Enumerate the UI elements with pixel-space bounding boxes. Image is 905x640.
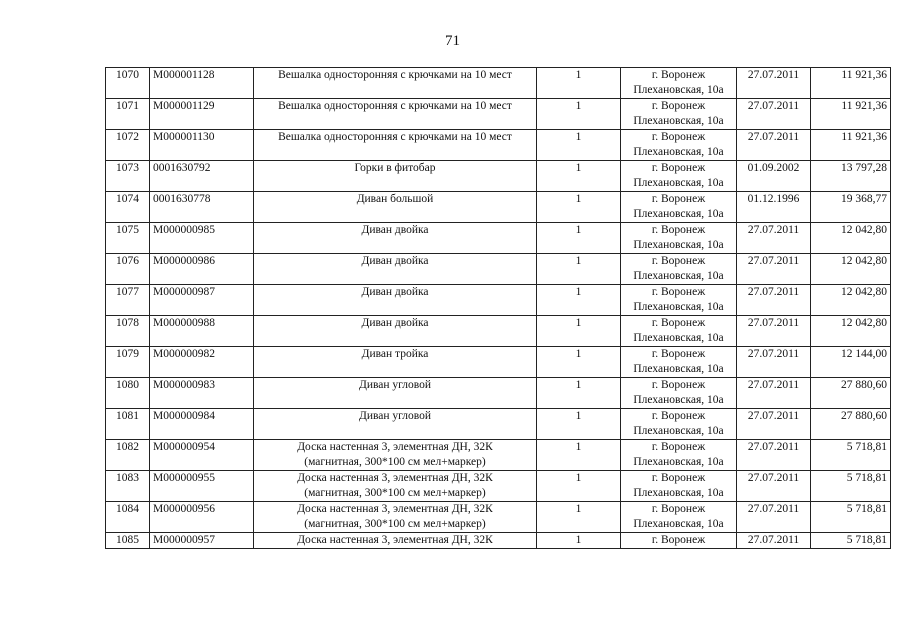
acquisition-date: 27.07.2011 bbox=[737, 440, 811, 471]
item-name-line: Диван двойка bbox=[361, 255, 429, 267]
inventory-code: M000001128 bbox=[150, 68, 254, 99]
quantity: 1 bbox=[537, 378, 621, 409]
table-row bbox=[106, 130, 891, 161]
item-name bbox=[254, 192, 537, 223]
quantity: 1 bbox=[537, 130, 621, 161]
address-line: г. Воронеж bbox=[651, 193, 706, 205]
table-row bbox=[106, 440, 891, 471]
address-line: г. Воронеж bbox=[651, 317, 706, 329]
item-name bbox=[254, 130, 537, 161]
acquisition-date: 27.07.2011 bbox=[737, 409, 811, 440]
book-value: 5 718,81 bbox=[811, 533, 891, 549]
item-name-line: Диван угловой bbox=[358, 410, 432, 422]
address-line: г. Воронеж bbox=[651, 348, 706, 360]
item-name bbox=[254, 533, 537, 549]
acquisition-date: 27.07.2011 bbox=[737, 471, 811, 502]
item-name-line: Вешалка односторонняя с крючками на 10 мест bbox=[278, 69, 512, 81]
item-name bbox=[254, 285, 537, 316]
table-body bbox=[106, 68, 891, 549]
row-number: 1080 bbox=[106, 378, 150, 409]
address bbox=[621, 471, 737, 502]
quantity: 1 bbox=[537, 533, 621, 549]
page-number: 71 bbox=[445, 33, 460, 49]
item-name-line: Диван тройка bbox=[361, 348, 429, 360]
address-line: г. Воронеж bbox=[651, 255, 706, 267]
book-value: 11 921,36 bbox=[811, 130, 891, 161]
book-value: 12 042,80 bbox=[811, 316, 891, 347]
item-name bbox=[254, 378, 537, 409]
address-line: Плехановская, 10а bbox=[633, 177, 724, 189]
address-line: г. Воронеж bbox=[651, 379, 706, 391]
inventory-code: M000000957 bbox=[150, 533, 254, 549]
quantity: 1 bbox=[537, 502, 621, 533]
address-line: Плехановская, 10а bbox=[633, 208, 724, 220]
inventory-code: M000000988 bbox=[150, 316, 254, 347]
item-name bbox=[254, 223, 537, 254]
quantity: 1 bbox=[537, 347, 621, 378]
book-value: 13 797,28 bbox=[811, 161, 891, 192]
table-row bbox=[106, 502, 891, 533]
address-line: г. Воронеж bbox=[651, 503, 706, 515]
address bbox=[621, 223, 737, 254]
address bbox=[621, 440, 737, 471]
address-line: г. Воронеж bbox=[651, 131, 706, 143]
address-line: Плехановская, 10а bbox=[633, 301, 724, 313]
row-number: 1079 bbox=[106, 347, 150, 378]
item-name bbox=[254, 68, 537, 99]
item-name-line: Диван большой bbox=[356, 193, 434, 205]
table-row bbox=[106, 471, 891, 502]
table-row bbox=[106, 192, 891, 223]
inventory-code: M000001130 bbox=[150, 130, 254, 161]
table-row bbox=[106, 254, 891, 285]
address-line: Плехановская, 10а bbox=[633, 425, 724, 437]
address-line: Плехановская, 10а bbox=[633, 487, 724, 499]
table-row bbox=[106, 533, 891, 549]
row-number: 1070 bbox=[106, 68, 150, 99]
item-name bbox=[254, 440, 537, 471]
acquisition-date: 27.07.2011 bbox=[737, 99, 811, 130]
book-value: 11 921,36 bbox=[811, 68, 891, 99]
book-value: 12 042,80 bbox=[811, 254, 891, 285]
address bbox=[621, 68, 737, 99]
book-value: 5 718,81 bbox=[811, 440, 891, 471]
book-value: 12 144,00 bbox=[811, 347, 891, 378]
address-line: г. Воронеж bbox=[651, 69, 706, 81]
address-line: г. Воронеж bbox=[651, 100, 706, 112]
acquisition-date: 27.07.2011 bbox=[737, 223, 811, 254]
item-name-line: Вешалка односторонняя с крючками на 10 мест bbox=[278, 100, 512, 112]
row-number: 1072 bbox=[106, 130, 150, 161]
address-line: г. Воронеж bbox=[651, 534, 706, 546]
item-name-line: Горки в фитобар bbox=[354, 162, 436, 174]
inventory-code: M000001129 bbox=[150, 99, 254, 130]
address-line: Плехановская, 10а bbox=[633, 394, 724, 406]
address bbox=[621, 130, 737, 161]
address-line: Плехановская, 10а bbox=[633, 239, 724, 251]
item-name bbox=[254, 409, 537, 440]
inventory-table bbox=[105, 67, 891, 549]
book-value: 27 880,60 bbox=[811, 409, 891, 440]
quantity: 1 bbox=[537, 409, 621, 440]
row-number: 1081 bbox=[106, 409, 150, 440]
acquisition-date: 27.07.2011 bbox=[737, 502, 811, 533]
quantity: 1 bbox=[537, 68, 621, 99]
acquisition-date: 27.07.2011 bbox=[737, 254, 811, 285]
quantity: 1 bbox=[537, 285, 621, 316]
address-line: Плехановская, 10а bbox=[633, 363, 724, 375]
item-name bbox=[254, 316, 537, 347]
book-value: 5 718,81 bbox=[811, 471, 891, 502]
address bbox=[621, 254, 737, 285]
address bbox=[621, 285, 737, 316]
address-line: г. Воронеж bbox=[651, 162, 706, 174]
item-name-line: (магнитная, 300*100 см мел+маркер) bbox=[304, 487, 486, 499]
row-number: 1078 bbox=[106, 316, 150, 347]
inventory-code: M000000984 bbox=[150, 409, 254, 440]
row-number: 1071 bbox=[106, 99, 150, 130]
item-name bbox=[254, 502, 537, 533]
table-row bbox=[106, 347, 891, 378]
item-name-line: Диван двойка bbox=[361, 286, 429, 298]
inventory-code: M000000986 bbox=[150, 254, 254, 285]
table-row bbox=[106, 409, 891, 440]
quantity: 1 bbox=[537, 192, 621, 223]
address-line: Плехановская, 10а bbox=[633, 146, 724, 158]
address-line: Плехановская, 10а bbox=[633, 270, 724, 282]
quantity: 1 bbox=[537, 99, 621, 130]
quantity: 1 bbox=[537, 161, 621, 192]
address bbox=[621, 99, 737, 130]
acquisition-date: 27.07.2011 bbox=[737, 68, 811, 99]
address bbox=[621, 316, 737, 347]
address bbox=[621, 502, 737, 533]
inventory-code: 0001630792 bbox=[150, 161, 254, 192]
quantity: 1 bbox=[537, 471, 621, 502]
table-row bbox=[106, 378, 891, 409]
address-line: г. Воронеж bbox=[651, 286, 706, 298]
address-line: г. Воронеж bbox=[651, 441, 706, 453]
book-value: 27 880,60 bbox=[811, 378, 891, 409]
quantity: 1 bbox=[537, 440, 621, 471]
inventory-code: M000000982 bbox=[150, 347, 254, 378]
address bbox=[621, 533, 737, 549]
book-value: 12 042,80 bbox=[811, 223, 891, 254]
row-number: 1074 bbox=[106, 192, 150, 223]
table-row bbox=[106, 316, 891, 347]
acquisition-date: 27.07.2011 bbox=[737, 130, 811, 161]
item-name bbox=[254, 471, 537, 502]
address bbox=[621, 378, 737, 409]
table-row bbox=[106, 161, 891, 192]
item-name-line: Диван угловой bbox=[358, 379, 432, 391]
acquisition-date: 01.09.2002 bbox=[737, 161, 811, 192]
address-line: г. Воронеж bbox=[651, 224, 706, 236]
inventory-code: M000000955 bbox=[150, 471, 254, 502]
item-name-line: Доска настенная 3, элементная ДН, 32К bbox=[297, 441, 493, 453]
address bbox=[621, 192, 737, 223]
table-row bbox=[106, 68, 891, 99]
row-number: 1073 bbox=[106, 161, 150, 192]
item-name-line: Доска настенная 3, элементная ДН, 32К bbox=[297, 534, 493, 546]
item-name-line: Доска настенная 3, элементная ДН, 32К bbox=[297, 503, 493, 515]
acquisition-date: 01.12.1996 bbox=[737, 192, 811, 223]
address-line: Плехановская, 10а bbox=[633, 456, 724, 468]
row-number: 1076 bbox=[106, 254, 150, 285]
address bbox=[621, 161, 737, 192]
book-value: 5 718,81 bbox=[811, 502, 891, 533]
acquisition-date: 27.07.2011 bbox=[737, 533, 811, 549]
book-value: 19 368,77 bbox=[811, 192, 891, 223]
inventory-code: M000000983 bbox=[150, 378, 254, 409]
acquisition-date: 27.07.2011 bbox=[737, 378, 811, 409]
book-value: 11 921,36 bbox=[811, 99, 891, 130]
address bbox=[621, 409, 737, 440]
acquisition-date: 27.07.2011 bbox=[737, 285, 811, 316]
address-line: Плехановская, 10а bbox=[633, 115, 724, 127]
acquisition-date: 27.07.2011 bbox=[737, 347, 811, 378]
quantity: 1 bbox=[537, 254, 621, 285]
table-row bbox=[106, 99, 891, 130]
item-name bbox=[254, 347, 537, 378]
item-name-line: Диван двойка bbox=[361, 224, 429, 236]
item-name-line: Диван двойка bbox=[361, 317, 429, 329]
row-number: 1084 bbox=[106, 502, 150, 533]
item-name-line: (магнитная, 300*100 см мел+маркер) bbox=[304, 456, 486, 468]
row-number: 1082 bbox=[106, 440, 150, 471]
address-line: г. Воронеж bbox=[651, 410, 706, 422]
inventory-code: M000000956 bbox=[150, 502, 254, 533]
table-row bbox=[106, 285, 891, 316]
item-name bbox=[254, 161, 537, 192]
item-name-line: Вешалка односторонняя с крючками на 10 мест bbox=[278, 131, 512, 143]
address-line: Плехановская, 10а bbox=[633, 518, 724, 530]
item-name bbox=[254, 99, 537, 130]
row-number: 1083 bbox=[106, 471, 150, 502]
item-name-line: (магнитная, 300*100 см мел+маркер) bbox=[304, 518, 486, 530]
inventory-code: 0001630778 bbox=[150, 192, 254, 223]
inventory-code: M000000954 bbox=[150, 440, 254, 471]
inventory-code: M000000985 bbox=[150, 223, 254, 254]
address bbox=[621, 347, 737, 378]
address-line: Плехановская, 10а bbox=[633, 332, 724, 344]
row-number: 1075 bbox=[106, 223, 150, 254]
acquisition-date: 27.07.2011 bbox=[737, 316, 811, 347]
inventory-code: M000000987 bbox=[150, 285, 254, 316]
quantity: 1 bbox=[537, 223, 621, 254]
table-row bbox=[106, 223, 891, 254]
address-line: Плехановская, 10а bbox=[633, 84, 724, 96]
row-number: 1085 bbox=[106, 533, 150, 549]
quantity: 1 bbox=[537, 316, 621, 347]
item-name bbox=[254, 254, 537, 285]
item-name-line: Доска настенная 3, элементная ДН, 32К bbox=[297, 472, 493, 484]
address-line: г. Воронеж bbox=[651, 472, 706, 484]
row-number: 1077 bbox=[106, 285, 150, 316]
book-value: 12 042,80 bbox=[811, 285, 891, 316]
